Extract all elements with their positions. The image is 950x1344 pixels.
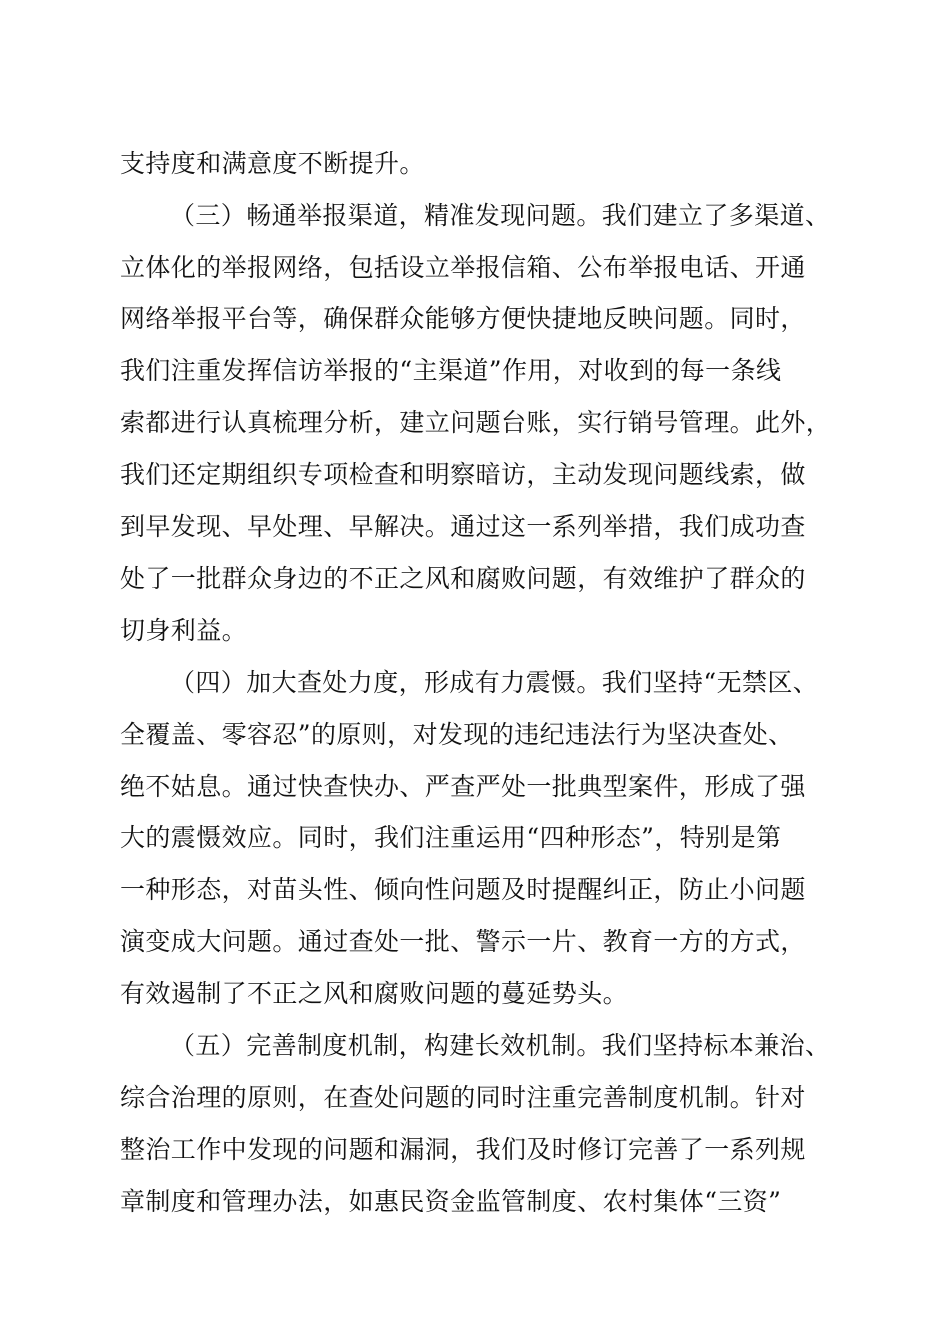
- text-line: 立体化的举报网络，包括设立举报信箱、公布举报电话、开通: [120, 253, 806, 282]
- section-heading-line: （四）加大查处力度，形成有力震慑。我们坚持“无禁区、: [170, 668, 819, 697]
- text-line: 一种形态，对苗头性、倾向性问题及时提醒纠正，防止小问题: [120, 875, 806, 904]
- text-line: 整治工作中发现的问题和漏洞，我们及时修订完善了一系列规: [120, 1135, 806, 1164]
- text-line: 演变成大问题。通过查处一批、警示一片、教育一方的方式，: [120, 927, 806, 956]
- text-line: 绝不姑息。通过快查快办、严查严处一批典型案件，形成了强: [120, 772, 806, 801]
- text-line: 综合治理的原则，在查处问题的同时注重完善制度机制。针对: [120, 1083, 806, 1112]
- text-line: 大的震慑效应。同时，我们注重运用“四种形态”，特别是第: [120, 823, 782, 852]
- text-line: 我们注重发挥信访举报的“主渠道”作用，对收到的每一条线: [120, 356, 782, 385]
- text-line: 我们还定期组织专项检查和明察暗访，主动发现问题线索，做: [120, 460, 806, 489]
- section-heading-line: （五）完善制度机制，构建长效机制。我们坚持标本兼治、: [170, 1031, 831, 1060]
- text-line: 处了一批群众身边的不正之风和腐败问题，有效维护了群众的: [120, 564, 806, 593]
- text-line: 到早发现、早处理、早解决。通过这一系列举措，我们成功查: [120, 512, 806, 541]
- text-line: 章制度和管理办法，如惠民资金监管制度、农村集体“三资”: [120, 1187, 782, 1216]
- text-line: 索都进行认真梳理分析，建立问题台账，实行销号管理。此外，: [120, 408, 832, 437]
- text-line: 网络举报平台等，确保群众能够方便快捷地反映问题。同时，: [120, 304, 806, 333]
- section-heading-line: （三）畅通举报渠道，精准发现问题。我们建立了多渠道、: [170, 201, 831, 230]
- text-line: 全覆盖、零容忍”的原则，对发现的违纪违法行为坚决查处、: [120, 720, 794, 749]
- text-line: 支持度和满意度不断提升。: [120, 149, 425, 178]
- text-line: 有效遏制了不正之风和腐败问题的蔓延势头。: [120, 979, 629, 1008]
- text-line: 切身利益。: [120, 616, 248, 645]
